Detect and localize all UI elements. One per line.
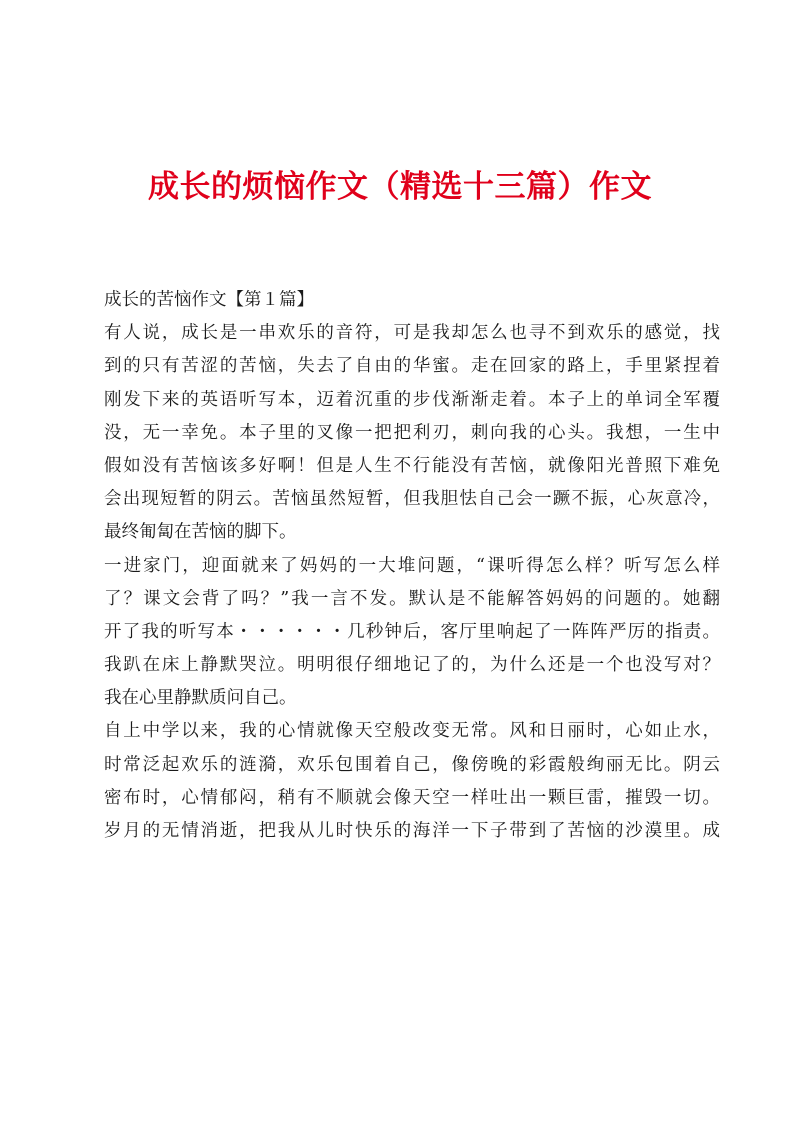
paragraph-line: 假如没有苦恼该多好啊！但是人生不行能没有苦恼，就像阳光普照下难免 [104,455,720,476]
paragraph-line: 开了我的听写本・・・・・・几秒钟后，客厅里响起了一阵阵严厉的指责。 [104,621,720,642]
paragraph-line: 我在心里静默质问自己。 [104,688,297,709]
document-body [104,284,720,848]
paragraph-line: 密布时，心情郁闷，稍有不顺就会像天空一样吐出一颗巨雷，摧毁一切。 [104,787,720,808]
paragraph-2 [104,550,720,716]
paragraph-line: 我趴在床上静默哭泣。明明很仔细地记了的，为什么还是一个也没写对？ [104,655,720,676]
section-heading: 成长的苦恼作文【第１篇】 [104,290,314,310]
paragraph-line: 一进家门，迎面就来了妈妈的一大堆问题，“课听得怎么样？听写怎么样 [104,555,720,576]
paragraph-line: 有人说，成长是一串欢乐的音符，可是我却怎么也寻不到欢乐的感觉，找 [104,323,720,344]
paragraph-line: 了？课文会背了吗？”我一言不发。默认是不能解答妈妈的问题的。她翻 [104,588,720,609]
paragraph-line: 岁月的无情消逝，把我从儿时快乐的海洋一下子带到了苦恼的沙漠里。成 [104,821,720,841]
paragraph-1 [104,317,720,549]
paragraph-line: 最终匍匐在苦恼的脚下。 [104,522,297,543]
paragraph-line: 到的只有苦涩的苦恼，失去了自由的华蜜。走在回家的路上，手里紧捏着 [104,356,720,377]
paragraph-line: 会出现短暂的阴云。苦恼虽然短暂，但我胆怯自己会一蹶不振，心灰意冷， [104,489,720,510]
document-title: 成长的烦恼作文（精选十三篇）作文 [148,169,652,205]
paragraph-line: 没，无一幸免。本子里的叉像一把把利刃，刺向我的心头。我想，一生中 [104,422,720,443]
paragraph-3 [104,715,720,848]
paragraph-line: 时常泛起欢乐的涟漪，欢乐包围着自己，像傍晚的彩霞般绚丽无比。阴云 [104,754,720,775]
paragraph-line: 自上中学以来，我的心情就像天空般改变无常。风和日丽时，心如止水， [104,721,720,742]
paragraph-line: 刚发下来的英语听写本，迈着沉重的步伐渐渐走着。本子上的单词全军覆 [104,389,720,410]
